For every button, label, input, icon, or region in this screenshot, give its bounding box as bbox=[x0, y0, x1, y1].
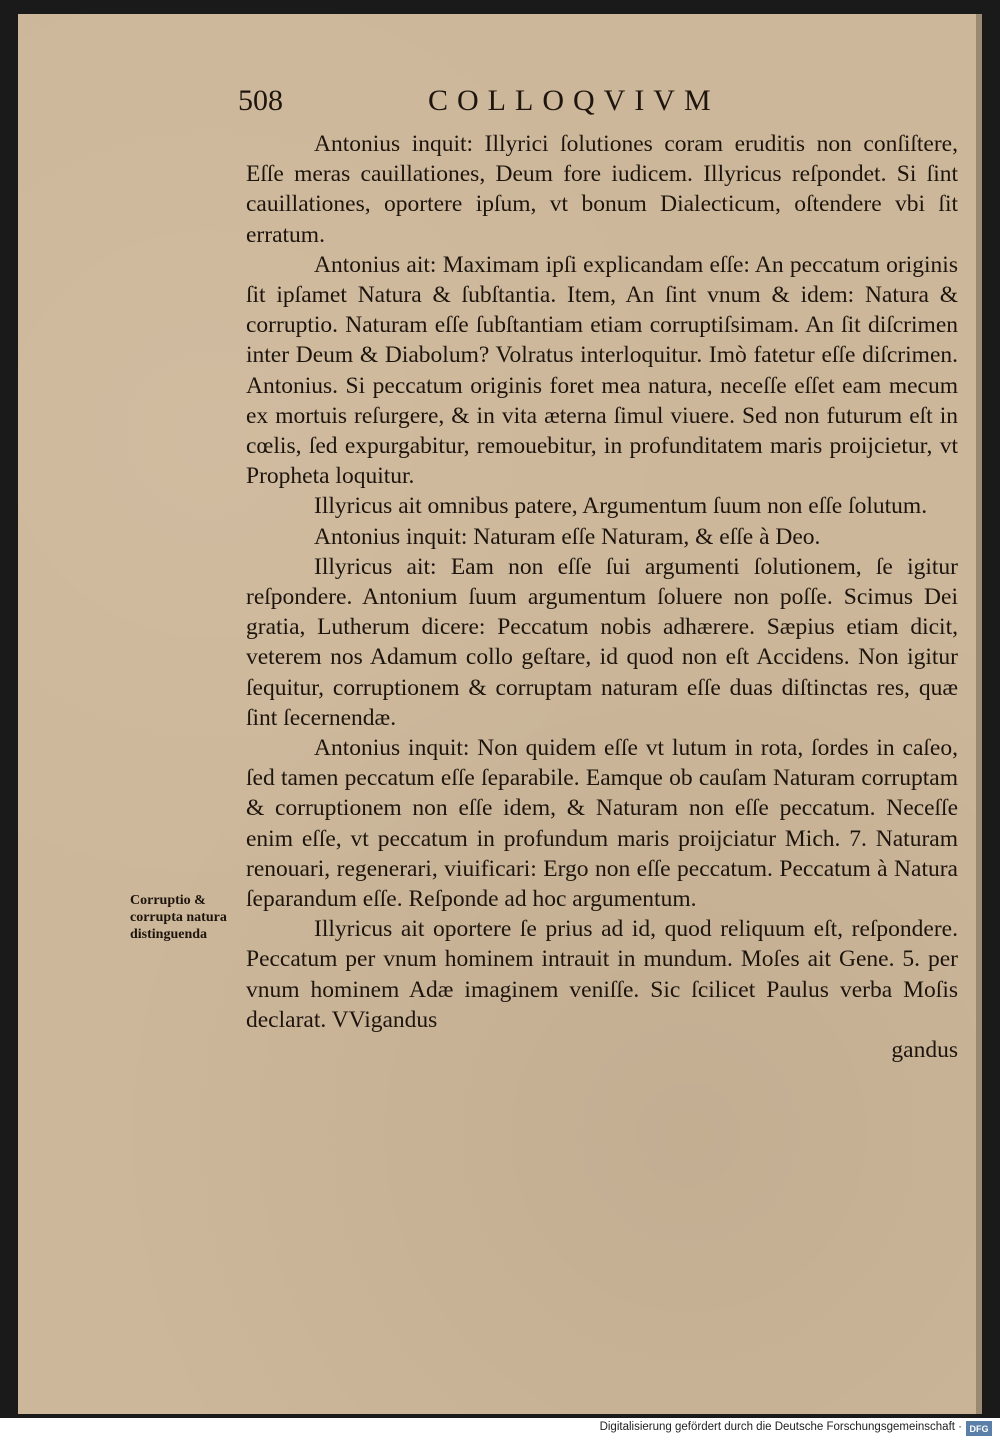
catchword: gandus bbox=[891, 1037, 958, 1064]
running-title: COLLOQVIVM bbox=[428, 84, 720, 117]
book-page bbox=[18, 14, 982, 1414]
paragraph-6: Antonius inquit: Non quidem eſſe vt lutum in rota, ſordes in caſeo, ſed tamen peccatum eſſe ſeparabile. Eamque ob cauſam Naturam corruptam & corruptionem non eſſe idem, & Naturam non eſſe peccatum. Neceſſe enim eſſe, vt peccatum in profundum maris proijciatur Mich. 7. Naturam renouari, regenerari, viuificari: Ergo non eſſe peccatum. Peccatum à Natura ſeparandum eſſe. Reſponde ad hoc argumentum. bbox=[246, 735, 958, 913]
page-header bbox=[238, 84, 778, 124]
footer-credit: Digitalisierung gefördert durch die Deutsche Forschungsgemeinschaft · bbox=[599, 1421, 962, 1433]
page-number: 508 bbox=[238, 84, 283, 117]
dfg-logo-icon bbox=[966, 1421, 992, 1436]
paragraph-2: Antonius ait: Maximam ipſi explicandam eſſe: An peccatum originis ſit ipſamet Natura & ſubſtantia. Item, An ſint vnum & idem: Natura & corruptio. Naturam eſſe ſubſtantiam etiam corruptiſsimam. An ſit diſcrimen inter Deum & Diabolum? Volratus interloquitur. Imò fatetur eſſe diſcrimen. Antonius. Si peccatum originis foret mea natura, neceſſe eſſet eam mecum ex mortuis reſurgere, & in vita æterna ſimul viuere. Sed non futurum eſt in cœlis, ſed expurgabitur, remouebitur, in profunditatem maris proijcietur, vt Propheta loquitur. bbox=[246, 251, 958, 490]
paragraph-5: Illyricus ait: Eam non eſſe ſui argumenti ſolutionem, ſe igitur reſpondere. Antonium ſuum argumentum ſoluere non poſſe. Scimus Dei gratia, Lutherum dicere: Peccatum nobis adhærere. Sæpius etiam dicit, veterem nos Adamum collo geſtare, id quod non eſt Accidens. Non igitur ſequitur, corruptionem & corruptam naturam eſſe duas diſtinctas res, quæ ſint ſecernendæ. bbox=[246, 553, 958, 731]
paragraph-7: Illyricus ait oportere ſe prius ad id, quod reliquum eſt, reſpondere. Peccatum per vnum hominem intrauit in mundum. Moſes ait Gene. 5. per vnum hominem Adæ imaginem veniſſe. Sic ſcilicet Paulus verba Moſis declarat. VVigandus bbox=[246, 916, 958, 1033]
paragraph-4: Antonius inquit: Naturam eſſe Naturam, & eſſe à Deo. bbox=[314, 523, 821, 550]
main-text bbox=[246, 129, 958, 1065]
paragraph-3: Illyricus ait omnibus patere, Argumentum ſuum non eſſe ſolutum. bbox=[314, 493, 928, 520]
marginal-note: Corruptio & corrupta natura distinguenda bbox=[130, 893, 227, 942]
paragraph-1: Antonius inquit: Illyrici ſolutiones coram eruditis non conſiſtere, Eſſe meras cauillationes, Deum fore iudicem. Illyricus reſpondet. Si ſint cauillationes, oportere ipſum, vt bonum Dialecticum, oſtendere vbi ſit erratum. bbox=[246, 131, 958, 248]
dfg-logo-text: DFG bbox=[969, 1424, 989, 1434]
footer-bar bbox=[0, 1418, 1000, 1440]
